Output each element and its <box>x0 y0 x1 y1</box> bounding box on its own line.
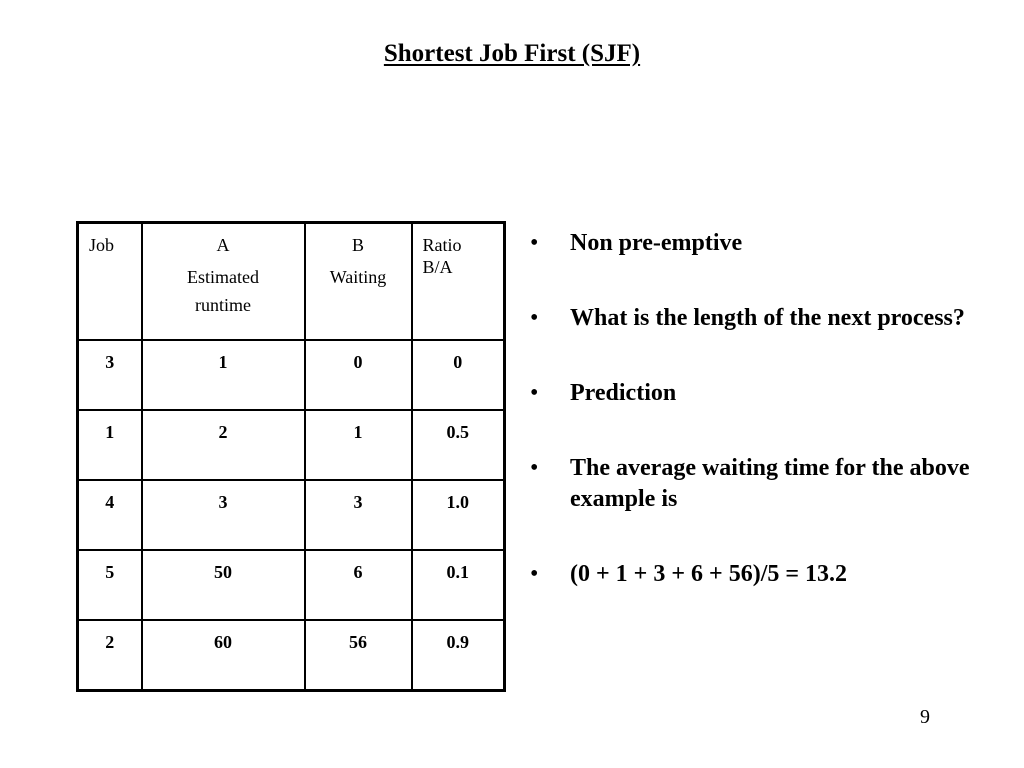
bullet-item <box>530 453 970 515</box>
cell-estimated-runtime: 2 <box>142 410 305 480</box>
cell-ratio: 1.0 <box>412 480 505 550</box>
cell-ratio: 0.5 <box>412 410 505 480</box>
bullet-text: Non pre-emptive <box>570 230 743 256</box>
cell-job: 4 <box>78 480 142 550</box>
cell-waiting: 6 <box>305 550 412 620</box>
header-job <box>78 223 142 341</box>
header-b-line1: Waiting <box>329 267 387 287</box>
cell-ratio: 0.1 <box>412 550 505 620</box>
bullet-item <box>530 303 970 334</box>
bullet-text: Prediction <box>570 380 677 406</box>
cell-waiting: 0 <box>305 340 412 410</box>
table-header-row <box>78 223 505 341</box>
bullet-dot-icon: • <box>530 455 539 481</box>
cell-waiting: 1 <box>305 410 412 480</box>
header-a-line1: Estimated <box>187 267 259 287</box>
cell-job: 5 <box>78 550 142 620</box>
slide-title: Shortest Job First (SJF) <box>383 40 641 67</box>
cell-estimated-runtime: 3 <box>142 480 305 550</box>
table-row <box>78 550 505 620</box>
cell-estimated-runtime: 1 <box>142 340 305 410</box>
header-job-label: Job <box>89 235 115 255</box>
bullet-text: What is the length of the next process? <box>570 305 965 331</box>
bullet-dot-icon: • <box>530 230 539 256</box>
table-row <box>78 410 505 480</box>
cell-job: 1 <box>78 410 142 480</box>
cell-waiting: 56 <box>305 620 412 691</box>
table-row <box>78 480 505 550</box>
cell-job: 3 <box>78 340 142 410</box>
header-ratio-line1: Ratio <box>422 235 462 255</box>
header-a-line2: runtime <box>195 295 251 315</box>
bullet-text: The average waiting time for the above example is <box>570 455 970 512</box>
bullet-dot-icon: • <box>530 561 539 587</box>
page-number: 9 <box>920 706 930 728</box>
bullet-dot-icon: • <box>530 305 539 331</box>
table-row <box>78 620 505 691</box>
header-ratio-line2: B/A <box>422 257 453 277</box>
cell-ratio: 0.9 <box>412 620 505 691</box>
cell-ratio: 0 <box>412 340 505 410</box>
cell-estimated-runtime: 60 <box>142 620 305 691</box>
cell-job: 2 <box>78 620 142 691</box>
cell-estimated-runtime: 50 <box>142 550 305 620</box>
header-ratio <box>412 223 505 341</box>
bullet-item <box>530 228 970 259</box>
table-row <box>78 340 505 410</box>
bullet-item <box>530 378 970 409</box>
bullet-dot-icon: • <box>530 380 539 406</box>
header-b-letter: B <box>351 235 364 255</box>
cell-waiting: 3 <box>305 480 412 550</box>
header-b <box>305 223 412 341</box>
header-a <box>142 223 305 341</box>
bullet-item <box>530 559 970 590</box>
bullet-text: (0 + 1 + 3 + 6 + 56)/5 = 13.2 <box>570 561 848 587</box>
header-a-letter: A <box>216 235 230 255</box>
sjf-table <box>76 221 506 692</box>
bullet-list <box>530 228 970 634</box>
